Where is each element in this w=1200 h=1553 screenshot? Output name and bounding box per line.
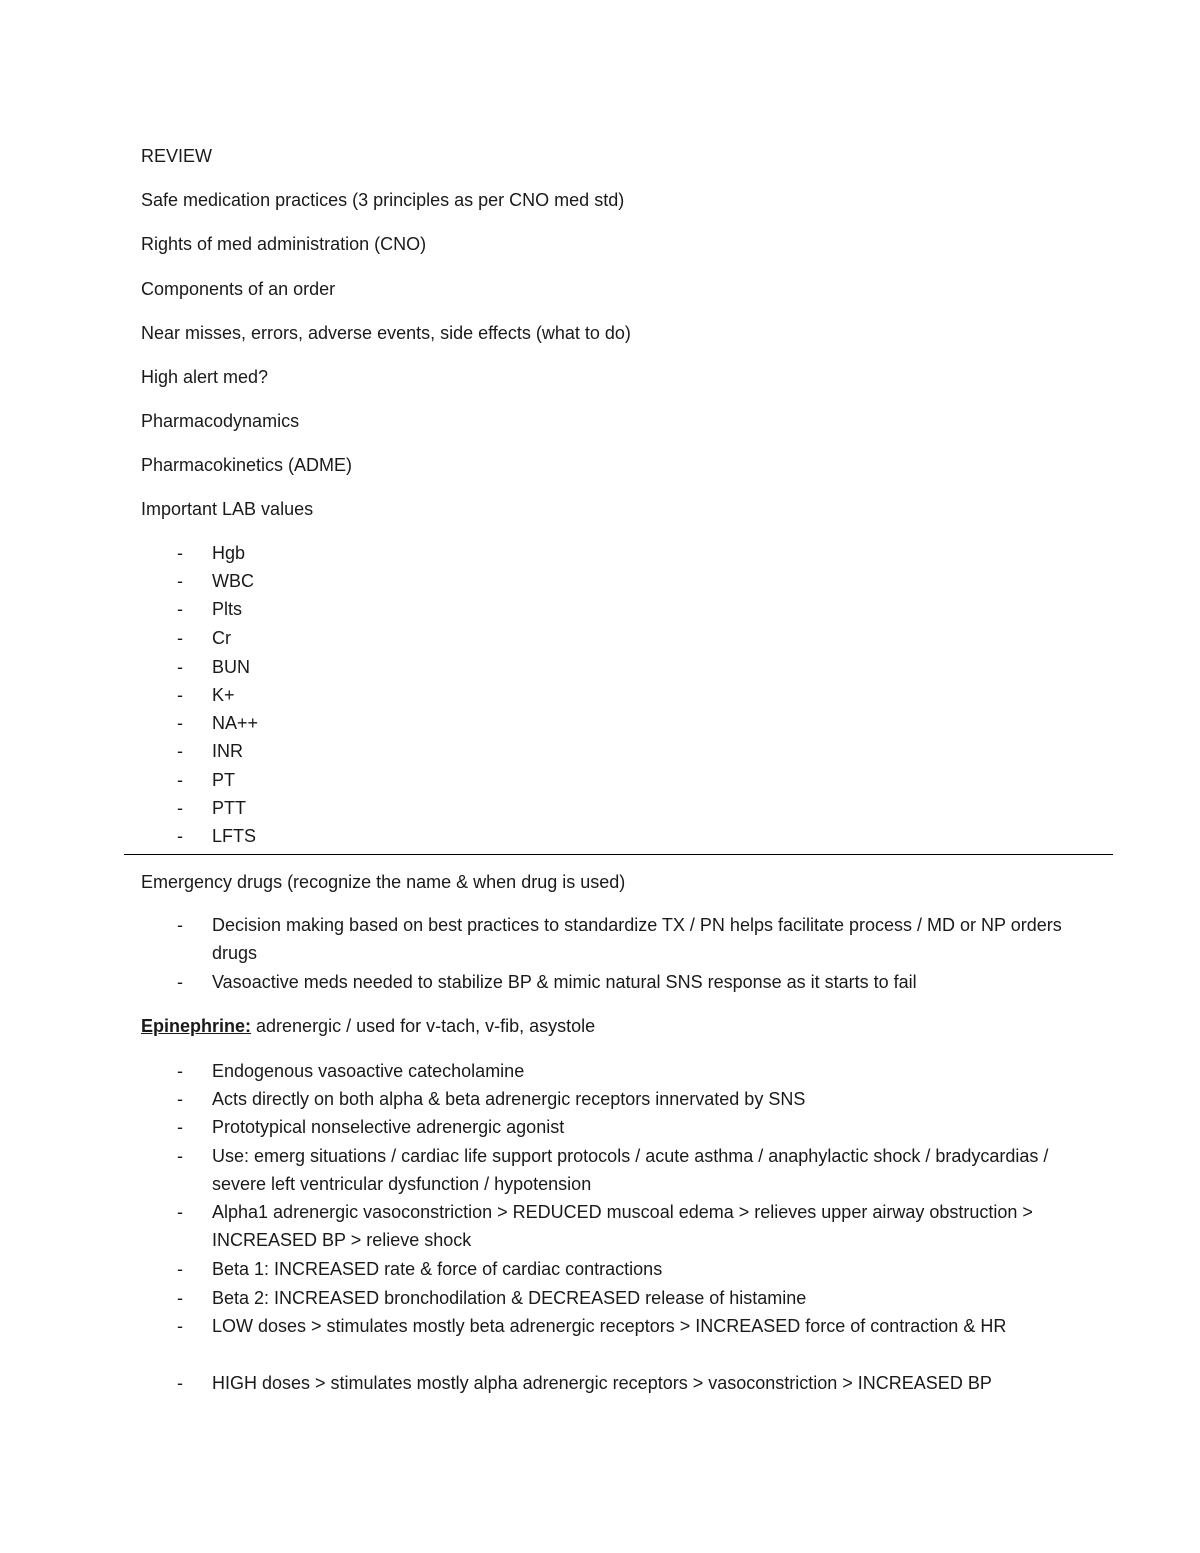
lab-value-label: WBC xyxy=(212,571,254,591)
bullet-dash: - xyxy=(177,741,183,761)
emergency-bullet-text: Decision making based on best practices to standardize TX / PN helps facilitate process / MD or NP orders drugs xyxy=(212,915,1062,963)
lab-value-label: Cr xyxy=(212,628,231,648)
lab-value-item xyxy=(141,794,1101,822)
bullet-dash: - xyxy=(177,1146,183,1166)
epinephrine-bullet xyxy=(141,1142,1101,1198)
lab-value-label: PT xyxy=(212,770,236,790)
epinephrine-bullet-text: Endogenous vasoactive catecholamine xyxy=(212,1061,525,1081)
lab-value-item xyxy=(141,737,1101,765)
bullet-dash: - xyxy=(177,628,183,648)
epinephrine-bullet-text: HIGH doses > stimulates mostly alpha adrenergic receptors > vasoconstriction > INCREASED BP xyxy=(212,1373,992,1393)
bullet-dash: - xyxy=(177,1117,183,1137)
epinephrine-bullet xyxy=(141,1057,1101,1085)
lab-value-item xyxy=(141,709,1101,737)
review-topic: Pharmacodynamics xyxy=(141,411,300,431)
epinephrine-bullet xyxy=(141,1255,1101,1283)
drug-summary: adrenergic / used for v-tach, v-fib, asystole xyxy=(251,1016,596,1036)
review-topic: High alert med? xyxy=(141,367,269,387)
lab-value-label: LFTS xyxy=(212,826,257,846)
emergency-bullet xyxy=(141,968,1101,996)
lab-value-item xyxy=(141,822,1101,850)
epinephrine-bullet-text: LOW doses > stimulates mostly beta adrenergic receptors > INCREASED force of contraction & HR xyxy=(212,1316,1007,1336)
review-topic: Rights of med administration (CNO) xyxy=(141,234,427,254)
epinephrine-bullet-text: Use: emerg situations / cardiac life support protocols / acute asthma / anaphylactic shock / bradycardias / severe left ventricular dysfunction / hypotension xyxy=(212,1146,1049,1194)
bullet-dash: - xyxy=(177,1202,183,1222)
epinephrine-bullet xyxy=(141,1284,1101,1312)
epinephrine-heading xyxy=(141,1015,595,1037)
lab-value-label: Plts xyxy=(212,599,243,619)
lab-value-item xyxy=(141,567,1101,595)
bullet-dash: - xyxy=(177,1316,183,1336)
emergency-bullet-text: Vasoactive meds needed to stabilize BP & mimic natural SNS response as it starts to fail xyxy=(212,972,917,992)
epinephrine-bullet xyxy=(141,1369,1101,1397)
lab-value-item xyxy=(141,595,1101,623)
epinephrine-bullet xyxy=(141,1113,1101,1141)
bullet-dash: - xyxy=(177,543,183,563)
bullet-dash: - xyxy=(177,972,183,992)
epinephrine-bullet-text: Acts directly on both alpha & beta adrenergic receptors innervated by SNS xyxy=(212,1089,806,1109)
epinephrine-bullet xyxy=(141,1085,1101,1113)
lab-value-item xyxy=(141,539,1101,567)
bullet-dash: - xyxy=(177,599,183,619)
bullet-dash: - xyxy=(177,1061,183,1081)
emergency-heading: Emergency drugs (recognize the name & when drug is used) xyxy=(141,872,626,892)
bullet-dash: - xyxy=(177,685,183,705)
lab-value-label: Hgb xyxy=(212,543,246,563)
lab-value-item xyxy=(141,766,1101,794)
bullet-dash: - xyxy=(177,1089,183,1109)
lab-value-item xyxy=(141,653,1101,681)
bullet-dash: - xyxy=(177,1288,183,1308)
bullet-dash: - xyxy=(177,713,183,733)
review-topic: Components of an order xyxy=(141,279,336,299)
review-title: REVIEW xyxy=(141,146,213,166)
bullet-dash: - xyxy=(177,1373,183,1393)
bullet-dash: - xyxy=(177,915,183,935)
epinephrine-bullet xyxy=(141,1198,1101,1254)
bullet-dash: - xyxy=(177,770,183,790)
bullet-dash: - xyxy=(177,826,183,846)
review-topic: Near misses, errors, adverse events, side effects (what to do) xyxy=(141,323,631,343)
epinephrine-bullet-text: Beta 1: INCREASED rate & force of cardiac contractions xyxy=(212,1259,663,1279)
review-topic: Pharmacokinetics (ADME) xyxy=(141,455,353,475)
lab-value-item xyxy=(141,681,1101,709)
bullet-dash: - xyxy=(177,657,183,677)
review-topic: Important LAB values xyxy=(141,499,314,519)
lab-value-label: K+ xyxy=(212,685,235,705)
lab-value-label: PTT xyxy=(212,798,246,818)
drug-name: Epinephrine: xyxy=(141,1016,252,1036)
epinephrine-bullet xyxy=(141,1312,1101,1340)
epinephrine-bullet-text: Alpha1 adrenergic vasoconstriction > REDUCED muscoal edema > relieves upper airway obstruction > INCREASED BP > relieve shock xyxy=(212,1202,1033,1250)
lab-value-item xyxy=(141,624,1101,652)
epinephrine-bullet-text: Beta 2: INCREASED bronchodilation & DECREASED release of histamine xyxy=(212,1288,807,1308)
epinephrine-bullet-text: Prototypical nonselective adrenergic agonist xyxy=(212,1117,565,1137)
bullet-dash: - xyxy=(177,798,183,818)
lab-value-label: BUN xyxy=(212,657,251,677)
emergency-bullet xyxy=(141,911,1101,967)
lab-value-label: NA++ xyxy=(212,713,259,733)
lab-value-label: INR xyxy=(212,741,243,761)
bullet-dash: - xyxy=(177,571,183,591)
bullet-dash: - xyxy=(177,1259,183,1279)
section-divider xyxy=(124,854,1113,855)
review-topic: Safe medication practices (3 principles as per CNO med std) xyxy=(141,190,625,210)
